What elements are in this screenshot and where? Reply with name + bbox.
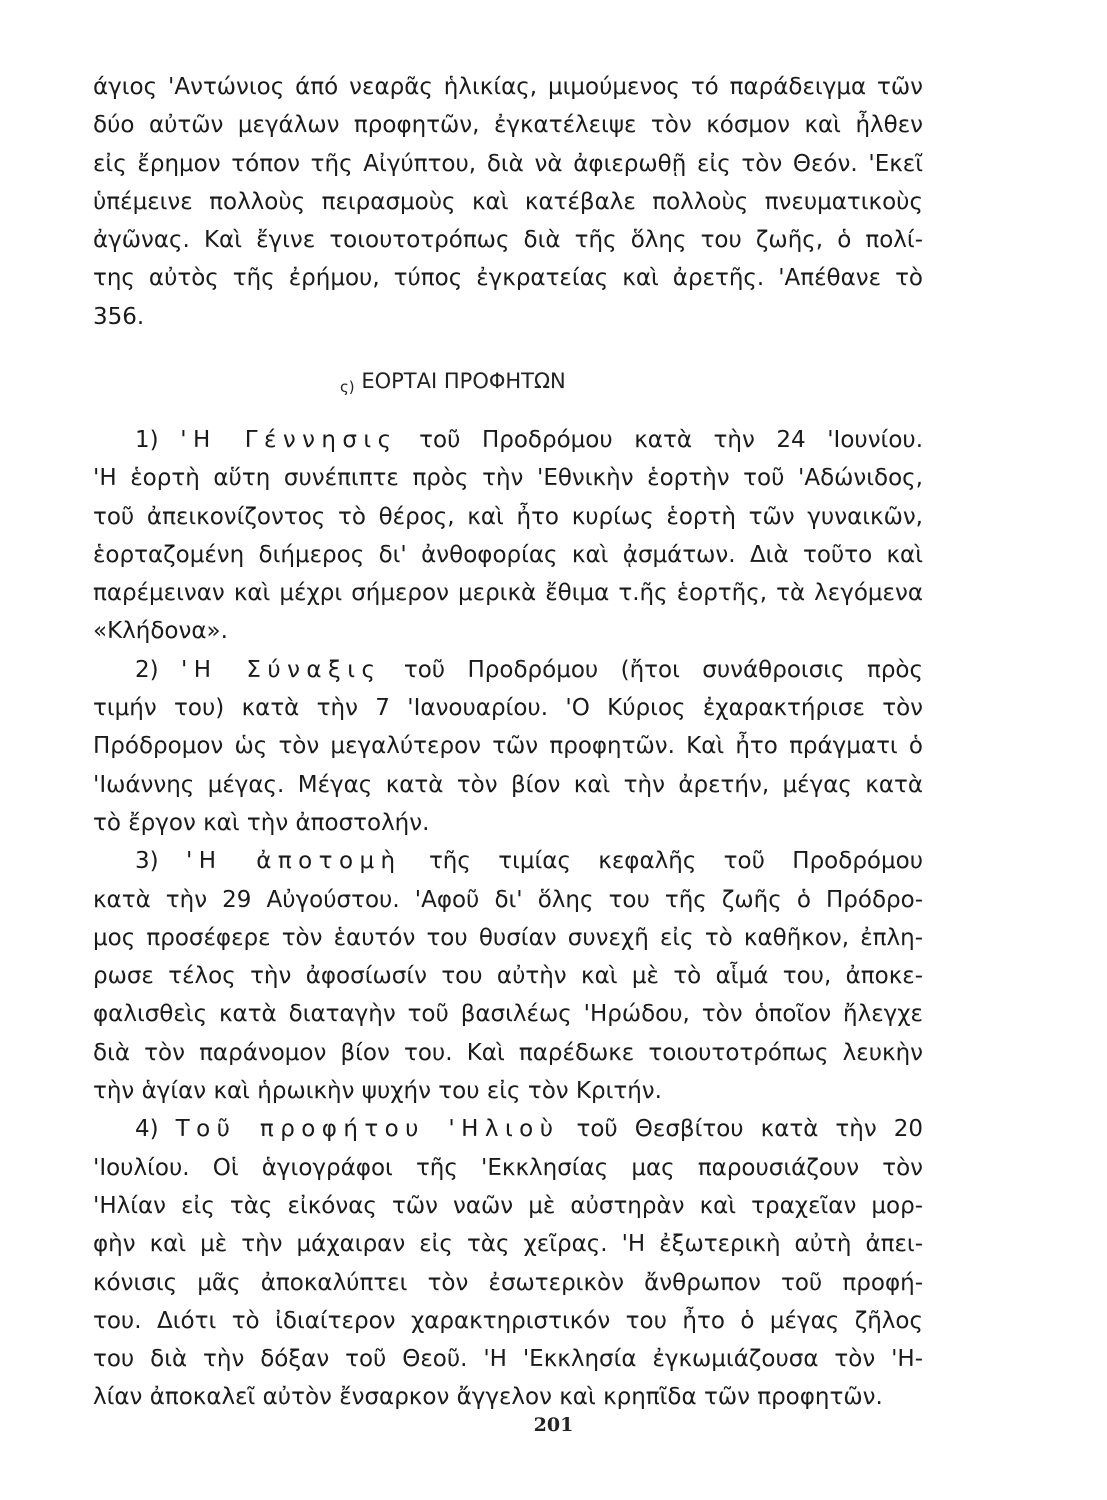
- item-text: τοῦ Θεσβίτου κατὰ τὴν 20: [576, 1116, 924, 1143]
- text-line: ἑορταζομένη διήμερος δι' ἀνθοφορίας καὶ ᾀσμάτων. Διὰ τοῦτο καὶ: [93, 541, 923, 568]
- top-paragraph: [93, 68, 923, 336]
- page-number: 201: [533, 1414, 574, 1436]
- section-title: ΕΟΡΤΑΙ ΠΡΟΦΗΤΩΝ: [361, 369, 566, 393]
- item-number: 2): [135, 656, 159, 683]
- item-number: 3): [135, 848, 159, 875]
- text-line: εἰς ἔρημον τόπον τῆς Αἰγύπτου, διὰ νὰ ἀφιερωθῇ εἰς τὸν Θεόν. 'Εκεῖ: [93, 150, 923, 177]
- text-line: ἀγῶνας. Καὶ ἔγινε τοιουτοτρόπως διὰ τῆς ὅλης του ζωῆς, ὁ πολί-: [93, 227, 923, 254]
- text-line: δύο αὐτῶν μεγάλων προφητῶν, ἐγκατέλειψε τὸν κόσμον καὶ ἦλθεν: [93, 112, 923, 139]
- text-line: τὴν ἁγίαν καὶ ἡρωικὴν ψυχήν του εἰς τὸν Κριτήν.: [93, 1078, 662, 1105]
- text-line: τιμήν του) κατὰ τὴν 7 'Ιανουαρίου. 'Ο Κύριος ἐχαρακτήρισε τὸν: [93, 695, 923, 722]
- section-heading: [340, 362, 566, 400]
- text-line: άγιος 'Αντώνιος άπό νεαρᾶς ἡλικίας, μιμούμενος τό παράδειγμα τῶν: [93, 74, 923, 100]
- text-line: «Κλήδονα».: [93, 618, 228, 645]
- text-line: μος προσέφερε τὸν ἑαυτόν του θυσίαν συνεχῆ εἰς τὸ καθῆκον, ἐπλη-: [93, 924, 923, 951]
- item-number: 4): [135, 1116, 159, 1143]
- item-text: τῆς τιμίας κεφαλῆς τοῦ Προδρόμου: [428, 848, 923, 875]
- text-line: ὑπέμεινε πολλοὺς πειρασμοὺς καὶ κατέβαλε πολλοὺς πνευματικοὺς: [93, 188, 923, 215]
- text-line: παρέμειναν καὶ μέχρι σήμερον μερικὰ ἔθιμα τ.ῆς ἑορτῆς, τὰ λεγόμενα: [93, 580, 923, 607]
- list-item-first-line: [93, 651, 923, 689]
- text-line: του διὰ τὴν δόξαν τοῦ Θεοῦ. 'Η 'Εκκλησία ἐγκωμιάζουσα τὸν 'Η-: [93, 1346, 923, 1373]
- item-text: τοῦ Προδρόμου (ἤτοι συνάθροισις πρὸς: [403, 656, 923, 683]
- text-line: Πρόδρομον ὡς τὸν μεγαλύτερον τῶν προφητῶν. Καὶ ἦτο πράγματι ὁ: [93, 733, 923, 760]
- item-name: Τοῦ προφήτου 'Ηλιοὺ: [175, 1116, 560, 1143]
- list-item-first-line: [93, 842, 923, 880]
- item-number: 1): [135, 427, 159, 453]
- text-line: ρωσε τέλος τὴν ἀφοσίωσίν του αὐτὴν καὶ μὲ τὸ αἷμά του, ἀποκε-: [93, 963, 923, 990]
- text-line: της αὐτὸς τῆς ἐρήμου, τύπος ἐγκρατείας καὶ ἀρετῆς. 'Απέθανε τὸ: [93, 265, 923, 292]
- feasts-list: [93, 421, 923, 1417]
- text-line: τὸ ἔργον καὶ τὴν ἀποστολήν.: [93, 809, 430, 836]
- list-item-first-line: [93, 1110, 923, 1148]
- item-name: 'Η Γέννησις: [180, 427, 398, 453]
- text-line: του. Διότι τὸ ἰδιαίτερον χαρακτηριστικόν του ἦτο ὁ μέγας ζῆλος: [93, 1307, 923, 1334]
- text-line: 'Ιουλίου. Οἱ ἁγιογράφοι τῆς 'Εκκλησίας μας παρουσιάζουν τὸν: [93, 1154, 923, 1181]
- item-name: 'Η Σύναξις: [181, 656, 382, 683]
- item-name: 'Η ἀποτομὴ: [185, 848, 402, 875]
- text-line: λίαν ἀποκαλεῖ αὐτὸν ἔνσαρκον ἄγγελον καὶ κρηπῖδα τῶν προφητῶν.: [93, 1384, 883, 1411]
- text-line: 'Η ἑορτὴ αὕτη συνέπιπτε πρὸς τὴν 'Εθνικὴν ἑορτὴν τοῦ 'Αδώνιδος,: [93, 465, 923, 492]
- text-line: διὰ τὸν παράνομον βίον του. Καὶ παρέδωκε τοιουτοτρόπως λευκὴν: [93, 1039, 923, 1066]
- text-line: κατὰ τὴν 29 Αὐγούστου. 'Αφοῦ δι' ὅλης του τῆς ζωῆς ὁ Πρόδρο-: [93, 886, 923, 913]
- section-marker: ς): [340, 378, 355, 396]
- text-line: φαλισθεὶς κατὰ διαταγὴν τοῦ βασιλέως 'Ηρώδου, τὸν ὁποῖον ἤλεγχε: [93, 1001, 923, 1028]
- text-line: 'Ηλίαν εἰς τὰς εἰκόνας τῶν ναῶν μὲ αὐστηρὰν καὶ τραχεῖαν μορ-: [93, 1192, 923, 1219]
- list-item-first-line: [93, 421, 923, 459]
- text-line: κόνισις μᾶς ἀποκαλύπτει τὸν ἐσωτερικὸν ἄνθρωπον τοῦ προφή-: [93, 1269, 923, 1296]
- text-line: τοῦ ἀπεικονίζοντος τὸ θέρος, καὶ ἦτο κυρίως ἑορτὴ τῶν γυναικῶν,: [93, 503, 923, 530]
- text-line: φὴν καὶ μὲ τὴν μάχαιραν εἰς τὰς χεῖρας. 'Η ἐξωτερικὴ αὐτὴ ἀπει-: [93, 1231, 923, 1258]
- item-text: τοῦ Προδρόμου κατὰ τὴν 24 'Ιουνίου.: [419, 427, 924, 453]
- text-line: 'Ιωάννης μέγας. Μέγας κατὰ τὸν βίον καὶ τὴν ἀρετήν, μέγας κατὰ: [93, 771, 923, 798]
- text-line: 356.: [93, 303, 145, 330]
